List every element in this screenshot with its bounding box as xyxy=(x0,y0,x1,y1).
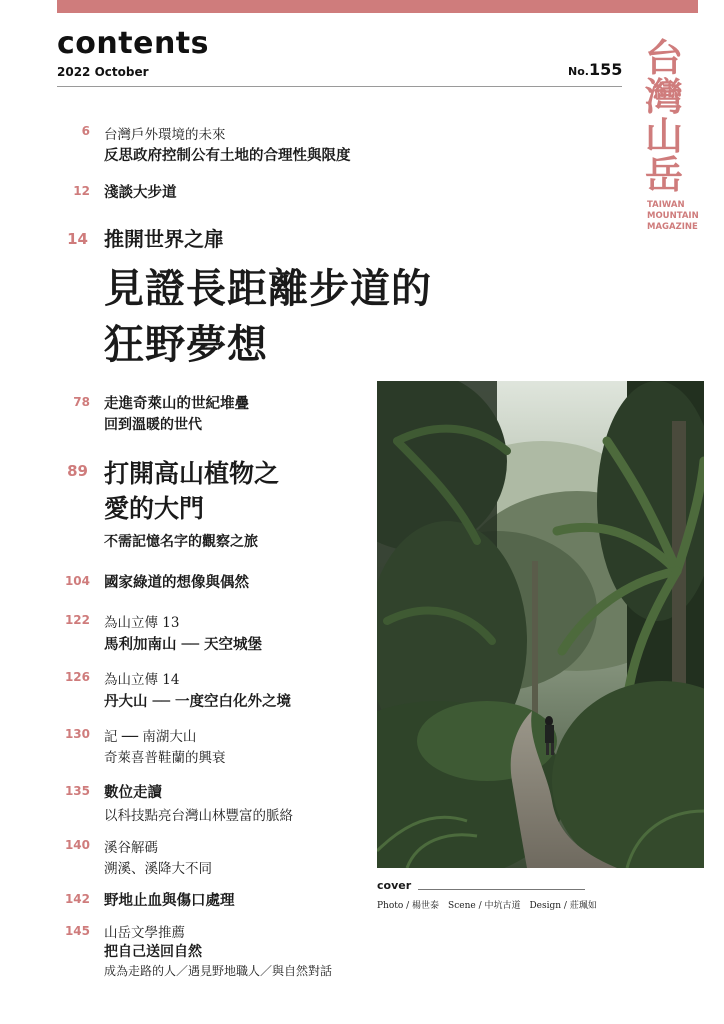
toc-feature-title-line-1[interactable]: 見證長距離步道的 xyxy=(104,265,432,312)
toc-entry-title[interactable]: 把自己送回自然 xyxy=(104,944,202,960)
toc-entry-kicker[interactable]: 山岳文學推薦 xyxy=(104,925,185,941)
issue-date: 2022 October xyxy=(57,65,149,79)
toc-entry-title[interactable]: 數位走讀 xyxy=(104,784,162,801)
cover-photo xyxy=(377,381,704,868)
cover-label: cover xyxy=(377,879,412,892)
toc-entry-subtitle[interactable]: 奇萊喜普鞋蘭的興衰 xyxy=(104,750,226,766)
toc-entry-title[interactable]: 淺談大步道 xyxy=(104,184,177,201)
toc-feature-kicker[interactable]: 推開世界之扉 xyxy=(104,227,224,251)
toc-entry-kicker[interactable]: 溪谷解碼 xyxy=(104,840,158,856)
toc-page-number[interactable]: 126 xyxy=(64,670,90,684)
cover-credit: Photo / 楊世泰 Scene / 中坑古道 Design / 莊珮如 xyxy=(377,901,597,911)
toc-page-number[interactable]: 145 xyxy=(64,924,90,938)
toc-page-number[interactable]: 140 xyxy=(64,838,90,852)
toc-entry-subtitle[interactable]: 不需記憶名字的觀察之旅 xyxy=(104,534,258,550)
toc-entry-subtitle[interactable]: 回到溫暖的世代 xyxy=(104,417,202,433)
toc-page-number[interactable]: 130 xyxy=(64,727,90,741)
logo-english-line-1: TAIWAN xyxy=(647,200,685,210)
toc-major-title-line-1[interactable]: 打開高山植物之 xyxy=(104,459,280,488)
header-divider xyxy=(57,86,622,87)
toc-entry-kicker[interactable]: 為山立傳 14 xyxy=(104,672,180,688)
toc-entry-kicker[interactable]: 台灣戶外環境的未來 xyxy=(104,127,226,143)
cover-divider xyxy=(418,889,585,890)
toc-entry-title[interactable]: 走進奇萊山的世紀堆疊 xyxy=(104,395,249,412)
toc-entry-title[interactable]: 馬利加南山 ── 天空城堡 xyxy=(104,636,263,653)
toc-page-number[interactable]: 6 xyxy=(81,124,90,138)
toc-entry-title[interactable]: 野地止血與傷口處理 xyxy=(104,892,235,909)
logo-english-line-2: MOUNTAIN xyxy=(647,211,699,221)
toc-feature-title-line-2[interactable]: 狂野夢想 xyxy=(104,321,268,368)
logo-chinese-line-4: 岳 xyxy=(644,152,683,197)
logo-english-line-3: MAGAZINE xyxy=(647,222,698,232)
toc-entry-subtitle[interactable]: 溯溪、溪降大不同 xyxy=(104,861,212,877)
logo-chinese-line-2: 灣 xyxy=(644,74,683,119)
toc-page-number[interactable]: 78 xyxy=(73,395,90,409)
toc-page-number[interactable]: 135 xyxy=(64,784,90,798)
toc-page-number[interactable]: 14 xyxy=(67,230,88,248)
toc-page-number[interactable]: 142 xyxy=(64,892,90,906)
issue-prefix: No. xyxy=(568,65,589,78)
toc-entry-subtitle[interactable]: 以科技點亮台灣山林豐富的脈絡 xyxy=(104,808,293,824)
toc-entry-subtitle[interactable]: 成為走路的人／遇見野地職人／與自然對話 xyxy=(104,964,333,978)
top-accent-bar xyxy=(57,0,698,13)
logo-chinese-line-3: 山 xyxy=(644,113,683,158)
logo-chinese-line-1: 台 xyxy=(644,35,683,80)
toc-page-number[interactable]: 89 xyxy=(67,462,88,480)
toc-major-title-line-2[interactable]: 愛的大門 xyxy=(104,494,205,523)
toc-entry-kicker[interactable]: 為山立傳 13 xyxy=(104,615,180,631)
magazine-logo xyxy=(636,35,706,233)
issue-number xyxy=(568,60,622,79)
toc-page-number[interactable]: 12 xyxy=(73,184,90,198)
toc-entry-title[interactable]: 國家綠道的想像與偶然 xyxy=(104,574,249,591)
cover-photo-illustration xyxy=(377,381,704,868)
toc-entry-title[interactable]: 丹大山 ── 一度空白化外之境 xyxy=(104,693,292,710)
toc-entry-kicker[interactable]: 記 ── 南湖大山 xyxy=(104,729,197,745)
issue-number-value: 155 xyxy=(588,60,623,79)
toc-page-number[interactable]: 104 xyxy=(64,574,90,588)
toc-page-number[interactable]: 122 xyxy=(64,613,90,627)
toc-entry-title[interactable]: 反思政府控制公有土地的合理性與限度 xyxy=(104,147,351,164)
contents-heading: contents xyxy=(57,26,209,61)
